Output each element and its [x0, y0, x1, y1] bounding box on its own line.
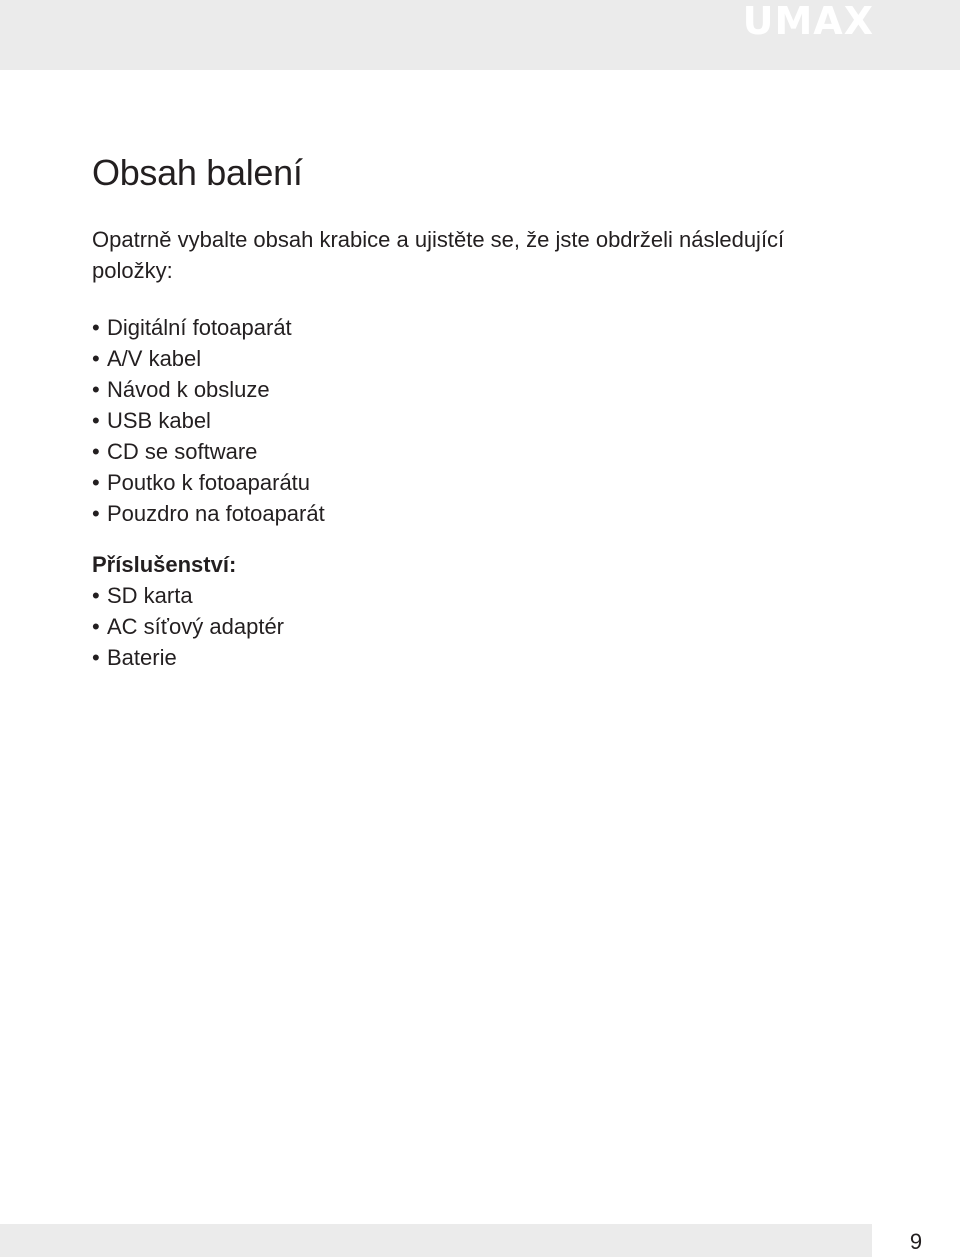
list-item: • Návod k obsluze — [92, 374, 892, 405]
list-item: • A/V kabel — [92, 343, 892, 374]
list-item: • AC síťový adaptér — [92, 611, 892, 642]
list-item: • SD karta — [92, 580, 892, 611]
list-item: • Pouzdro na fotoaparát — [92, 498, 892, 529]
package-contents-list — [92, 312, 892, 529]
footer-bar — [0, 1224, 872, 1257]
brand-logo: UMAX — [742, 0, 874, 43]
list-item: • USB kabel — [92, 405, 892, 436]
header-bar — [0, 0, 960, 70]
page-content — [92, 150, 892, 673]
intro-paragraph: Opatrně vybalte obsah krabice a ujistěte se, že jste obdrželi následující položky: — [92, 227, 785, 283]
list-item: • Digitální fotoaparát — [92, 312, 892, 343]
page-number: 9 — [909, 1229, 923, 1254]
list-item: • Baterie — [92, 642, 892, 673]
list-item: • CD se software — [92, 436, 892, 467]
accessories-heading: Příslušenství: — [92, 552, 237, 577]
page-title: Obsah balení — [92, 152, 303, 193]
list-item: • Poutko k fotoaparátu — [92, 467, 892, 498]
accessories-list — [92, 580, 892, 673]
